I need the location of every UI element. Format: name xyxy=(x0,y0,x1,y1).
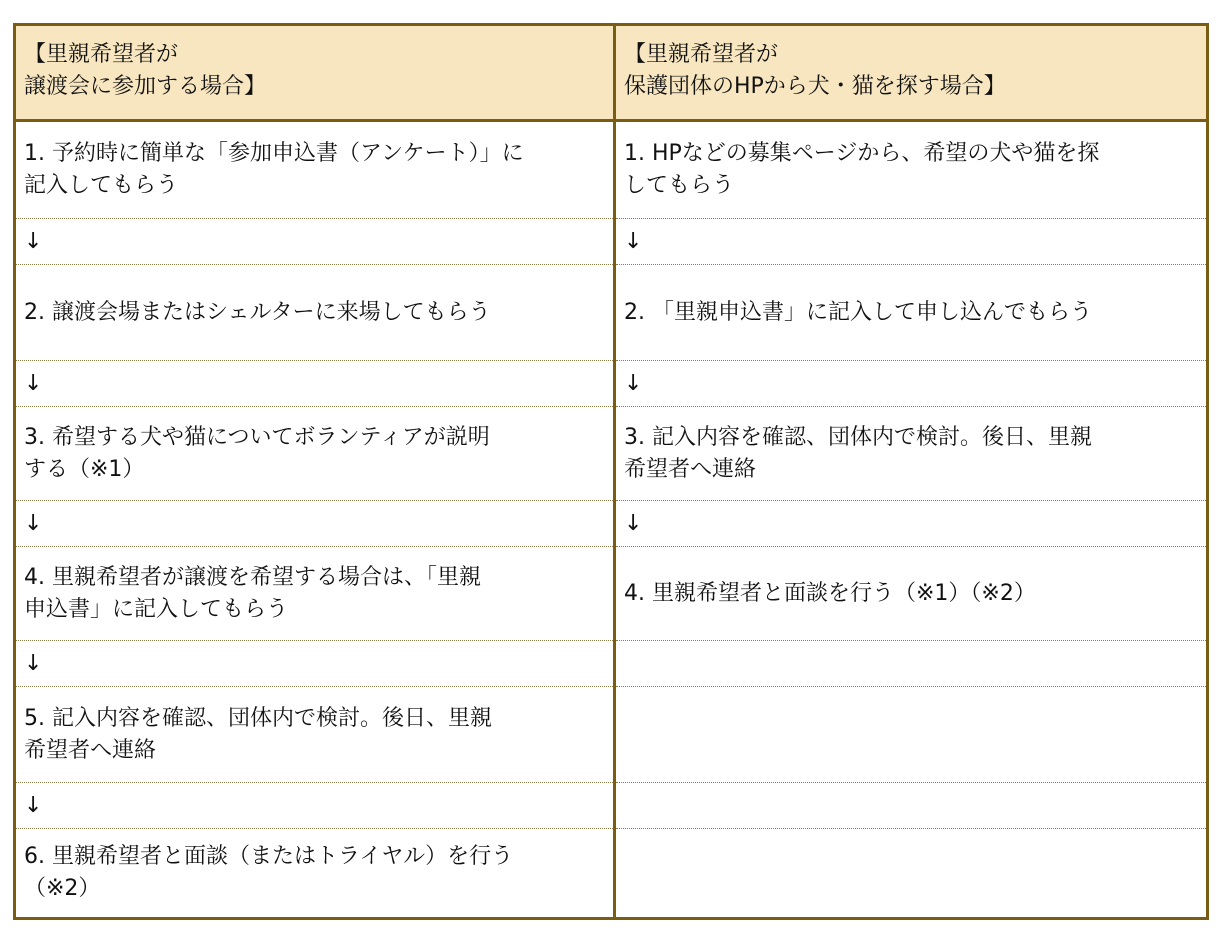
down-arrow-icon: ↓ xyxy=(24,228,43,254)
empty-row xyxy=(616,641,1206,687)
down-arrow-icon: ↓ xyxy=(624,228,643,254)
arrow-row xyxy=(16,361,613,407)
step-row xyxy=(616,122,1206,219)
step-text: 1. HPなどの募集ページから、希望の犬や猫を探 してもらう xyxy=(624,141,1100,198)
step-text: 4. 里親希望者と面談を行う（※1）（※2） xyxy=(624,580,1036,606)
event-flow-column xyxy=(16,26,613,917)
arrow-row xyxy=(616,219,1206,265)
step-row xyxy=(616,547,1206,641)
website-flow-column xyxy=(616,26,1206,917)
adoption-flow-table xyxy=(13,23,1209,920)
down-arrow-icon: ↓ xyxy=(24,510,43,536)
arrow-row xyxy=(616,501,1206,547)
step-row xyxy=(16,407,613,501)
step-text: 1. 予約時に簡単な「参加申込書（アンケート）」に 記入してもらう xyxy=(24,141,524,198)
arrow-row xyxy=(16,219,613,265)
step-text: 3. 希望する犬や猫についてボランティアが説明 する（※1） xyxy=(24,424,490,482)
step-text: 2. 「里親申込書」に記入して申し込んでもらう xyxy=(624,299,1092,325)
column-header-website xyxy=(616,26,1206,122)
header-label: 【里親希望者が 保護団体のHPから犬・猫を探す場合】 xyxy=(624,42,1006,99)
step-row xyxy=(16,829,613,917)
empty-row xyxy=(616,829,1206,917)
step-text: 4. 里親希望者が譲渡を希望する場合は、「里親 申込書」に記入してもらう xyxy=(24,564,481,622)
down-arrow-icon: ↓ xyxy=(624,510,643,536)
empty-row xyxy=(616,687,1206,783)
down-arrow-icon: ↓ xyxy=(24,650,43,676)
step-row xyxy=(16,687,613,783)
arrow-row xyxy=(616,361,1206,407)
down-arrow-icon: ↓ xyxy=(24,792,43,818)
down-arrow-icon: ↓ xyxy=(624,370,643,396)
step-text: 3. 記入内容を確認、団体内で検討。後日、里親 希望者へ連絡 xyxy=(624,424,1092,482)
header-label: 【里親希望者が 譲渡会に参加する場合】 xyxy=(24,42,267,99)
step-row xyxy=(16,265,613,361)
empty-row xyxy=(616,783,1206,829)
step-text: 6. 里親希望者と面談（またはトライヤル）を行う （※2） xyxy=(24,844,514,901)
step-text: 2. 譲渡会場またはシェルターに来場してもらう xyxy=(24,299,491,325)
arrow-row xyxy=(16,501,613,547)
step-row xyxy=(16,547,613,641)
step-row xyxy=(616,265,1206,361)
down-arrow-icon: ↓ xyxy=(24,370,43,396)
step-row xyxy=(16,122,613,219)
column-header-event xyxy=(16,26,613,122)
arrow-row xyxy=(16,641,613,687)
step-row xyxy=(616,407,1206,501)
step-text: 5. 記入内容を確認、団体内で検討。後日、里親 希望者へ連絡 xyxy=(24,705,492,763)
arrow-row xyxy=(16,783,613,829)
